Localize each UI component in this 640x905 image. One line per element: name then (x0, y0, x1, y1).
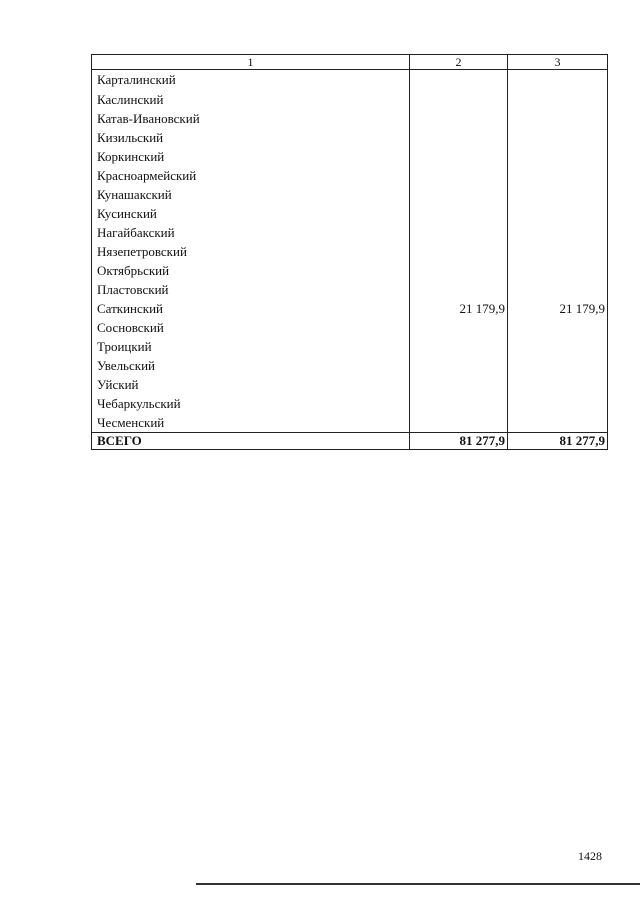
district-name: Пластовский (92, 280, 410, 299)
value-col2 (410, 223, 508, 242)
table-row (92, 242, 608, 261)
value-col2 (410, 413, 508, 433)
table-row (92, 375, 608, 394)
value-col3 (508, 337, 608, 356)
value-col3 (508, 261, 608, 280)
total-col2: 81 277,9 (410, 433, 508, 450)
district-name: Нагайбакский (92, 223, 410, 242)
table-row (92, 166, 608, 185)
value-col3 (508, 70, 608, 91)
table-row (92, 413, 608, 433)
value-col3 (508, 147, 608, 166)
district-name: Красноармейский (92, 166, 410, 185)
total-label: ВСЕГО (92, 433, 410, 450)
table-row (92, 90, 608, 109)
value-col3 (508, 375, 608, 394)
value-col2 (410, 242, 508, 261)
table-row (92, 70, 608, 91)
table-row (92, 356, 608, 375)
value-col3 (508, 413, 608, 433)
district-name: Чесменский (92, 413, 410, 433)
district-name: Коркинский (92, 147, 410, 166)
total-col3: 81 277,9 (508, 433, 608, 450)
value-col3 (508, 356, 608, 375)
value-col2 (410, 109, 508, 128)
table-row (92, 261, 608, 280)
value-col3 (508, 223, 608, 242)
table-row (92, 223, 608, 242)
value-col2 (410, 204, 508, 223)
table-row (92, 280, 608, 299)
district-name: Нязепетровский (92, 242, 410, 261)
value-col2 (410, 261, 508, 280)
value-col3 (508, 204, 608, 223)
district-name: Кусинский (92, 204, 410, 223)
value-col2 (410, 166, 508, 185)
value-col2 (410, 375, 508, 394)
table-row (92, 128, 608, 147)
value-col2 (410, 337, 508, 356)
column-header-1: 1 (92, 55, 410, 70)
column-header-3: 3 (508, 55, 608, 70)
table-row (92, 318, 608, 337)
value-col3 (508, 109, 608, 128)
district-name: Уйский (92, 375, 410, 394)
district-name: Каслинский (92, 90, 410, 109)
value-col2 (410, 90, 508, 109)
district-name: Катав-Ивановский (92, 109, 410, 128)
district-name: Увельский (92, 356, 410, 375)
table-row (92, 299, 608, 318)
value-col2 (410, 356, 508, 375)
value-col3 (508, 128, 608, 147)
district-name: Кунашакский (92, 185, 410, 204)
budget-table (91, 54, 608, 450)
table-row (92, 147, 608, 166)
footer-rule (196, 883, 640, 885)
value-col2: 21 179,9 (410, 299, 508, 318)
table-row (92, 185, 608, 204)
table-row (92, 204, 608, 223)
value-col2 (410, 147, 508, 166)
district-name: Сосновский (92, 318, 410, 337)
value-col3 (508, 394, 608, 413)
value-col3 (508, 90, 608, 109)
value-col2 (410, 394, 508, 413)
total-row (92, 433, 608, 450)
value-col3 (508, 318, 608, 337)
value-col3 (508, 242, 608, 261)
district-name: Чебаркульский (92, 394, 410, 413)
page-number: 1428 (578, 849, 602, 863)
value-col2 (410, 280, 508, 299)
district-name: Карталинский (92, 70, 410, 91)
value-col3 (508, 280, 608, 299)
value-col2 (410, 128, 508, 147)
district-name: Октябрьский (92, 261, 410, 280)
value-col2 (410, 185, 508, 204)
district-name: Саткинский (92, 299, 410, 318)
value-col2 (410, 318, 508, 337)
value-col2 (410, 70, 508, 91)
column-header-2: 2 (410, 55, 508, 70)
district-name: Кизильский (92, 128, 410, 147)
value-col3 (508, 185, 608, 204)
value-col3 (508, 166, 608, 185)
table-row (92, 394, 608, 413)
table-header-row (92, 55, 608, 70)
table-row (92, 337, 608, 356)
district-name: Троицкий (92, 337, 410, 356)
value-col3: 21 179,9 (508, 299, 608, 318)
table-row (92, 109, 608, 128)
